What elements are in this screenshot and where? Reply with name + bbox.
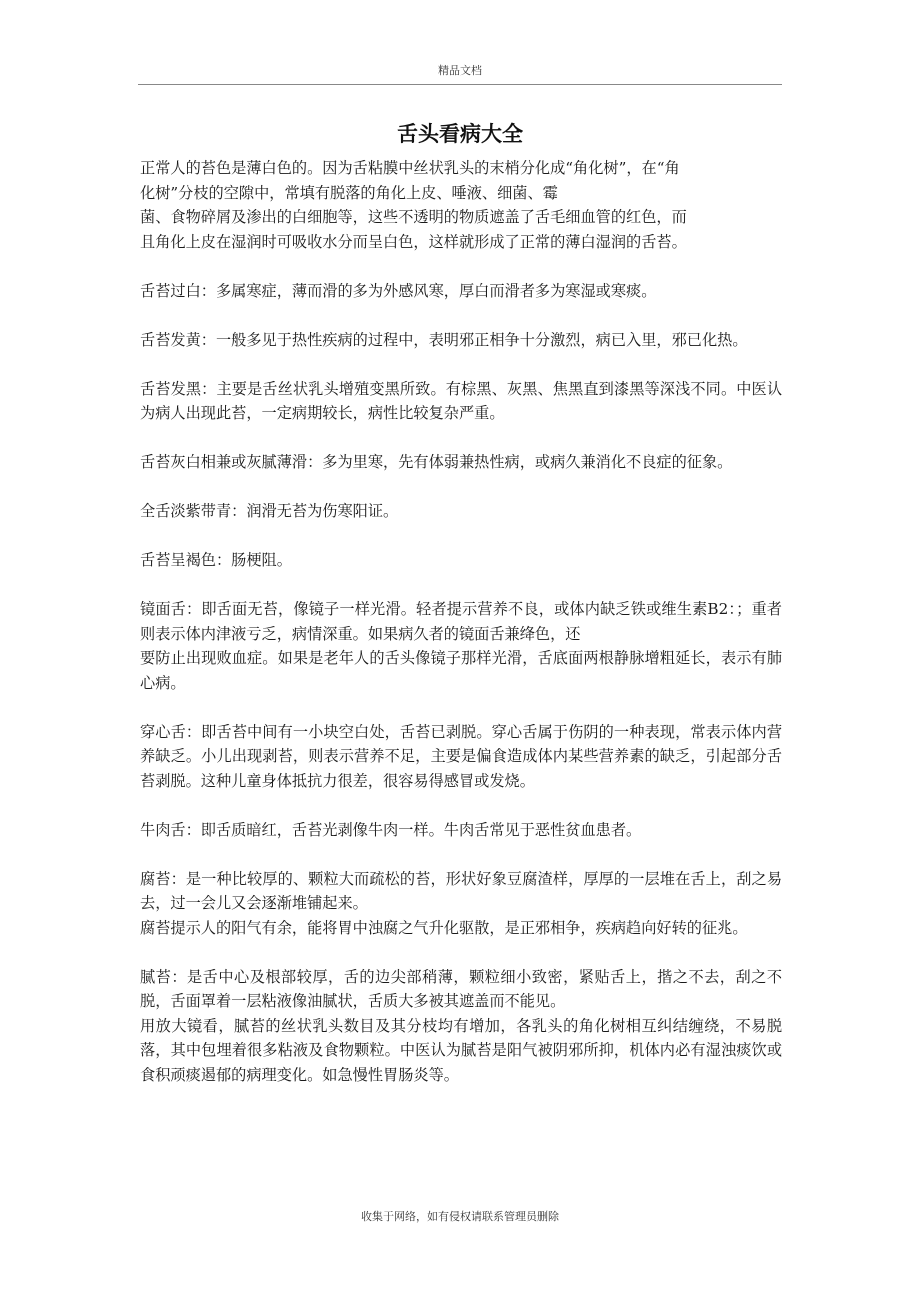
section-paragraph: 舌苔过白：多属寒症，薄而滑的多为外感风寒，厚白而滑者多为寒湿或寒痰。 [140,281,657,300]
section-paragraph: 腐苔提示人的阳气有余，能将胃中浊腐之气升化驱散，是正邪相争，疾病趋向好转的征兆。 [140,918,748,937]
section-paragraph: 舌苔发黄：一般多见于热性疾病的过程中，表明邪正相争十分激烈，病已入里，邪已化热。 [140,330,748,349]
section-paragraph: 舌苔灰白相兼或灰腻薄滑：多为里寒，先有体弱兼热性病，或病久兼消化不良症的征象。 [140,453,733,471]
section-paragraph: 腐苔：是一种比较厚的、颗粒大而疏松的苔，形状好象豆腐渣样，厚厚的一层堆在舌上，刮之易去，过一会儿又会逐渐堆铺起来。 [140,869,782,912]
section-paragraph: 镜面舌：即舌面无苔，像镜子一样光滑。轻者提示营养不良，或体内缺乏铁或维生素B2：；重者则表示体内津液亏乏，病情深重。如果病久者的镜面舌兼绛色，还 [140,600,782,643]
section-paragraph: 要防止出现败血症。如果是老年人的舌头像镜子那样光滑，舌底面两根静脉增粗延长，表示有肺心病。 [140,649,782,692]
intro-line: 菌、食物碎屑及渗出的白细胞等，这些不透明的物质遮盖了舌毛细血管的红色，而 [140,208,687,226]
intro-line: 正常人的苔色是薄白色的。因为舌粘膜中丝状乳头的末梢分化成“角化树”，在“角 [140,159,680,177]
section-paragraph: 全舌淡紫带青：润滑无苔为伤寒阳证。 [140,502,399,520]
page-footer: 收集于网络，如有侵权请联系管理员删除 [361,1210,559,1223]
document-title: 舌头看病大全 [397,121,523,146]
intro-line: 且角化上皮在湿润时可吸收水分而呈白色，这样就形成了正常的薄白湿润的舌苔。 [140,232,687,251]
page-header: 精品文档 [138,62,782,85]
section-paragraph: 舌苔呈褐色：肠梗阻。 [140,551,292,569]
section-paragraph: 舌苔发黑：主要是舌丝状乳头增殖变黑所致。有棕黑、灰黑、焦黑直到漆黑等深浅不同。中医认为病人出现此苔，一定病期较长，病性比较复杂严重。 [140,379,782,422]
intro-paragraph [140,156,782,254]
document-body [140,156,782,1112]
section-paragraph: 牛肉舌：即舌质暗红，舌苔光剥像牛肉一样。牛肉舌常见于恶性贫血患者。 [140,820,642,839]
section-paragraph: 腻苔：是舌中心及根部较厚，舌的边尖部稍薄，颗粒细小致密，紧贴舌上，揩之不去，刮之不脱，舌面罩着一层粘液像油腻状，舌质大多被其遮盖而不能见。 [140,967,782,1010]
intro-line: 化树”分枝的空隙中，常填有脱落的角化上皮、唾液、细菌、霉 [140,183,558,202]
section-paragraph: 用放大镜看，腻苔的丝状乳头数目及其分枝均有增加，各乳头的角化树相互纠结缠绕，不易脱落，其中包埋着很多粘液及食物颗粒。中医认为腻苔是阳气被阴邪所抑，机体内必有湿浊痰饮或食积顽痰遏郁的病理变化。如急慢性胃肠炎等。 [140,1016,782,1084]
section-paragraph: 穿心舌：即舌苔中间有一小块空白处，舌苔已剥脱。穿心舌属于伤阴的一种表现，常表示体内营养缺乏。小儿出现剥苔，则表示营养不足，主要是偏食造成体内某些营养素的缺乏，引起部分舌苔剥脱。这种儿童身体抵抗力很差，很容易得感冒或发烧。 [140,722,782,790]
